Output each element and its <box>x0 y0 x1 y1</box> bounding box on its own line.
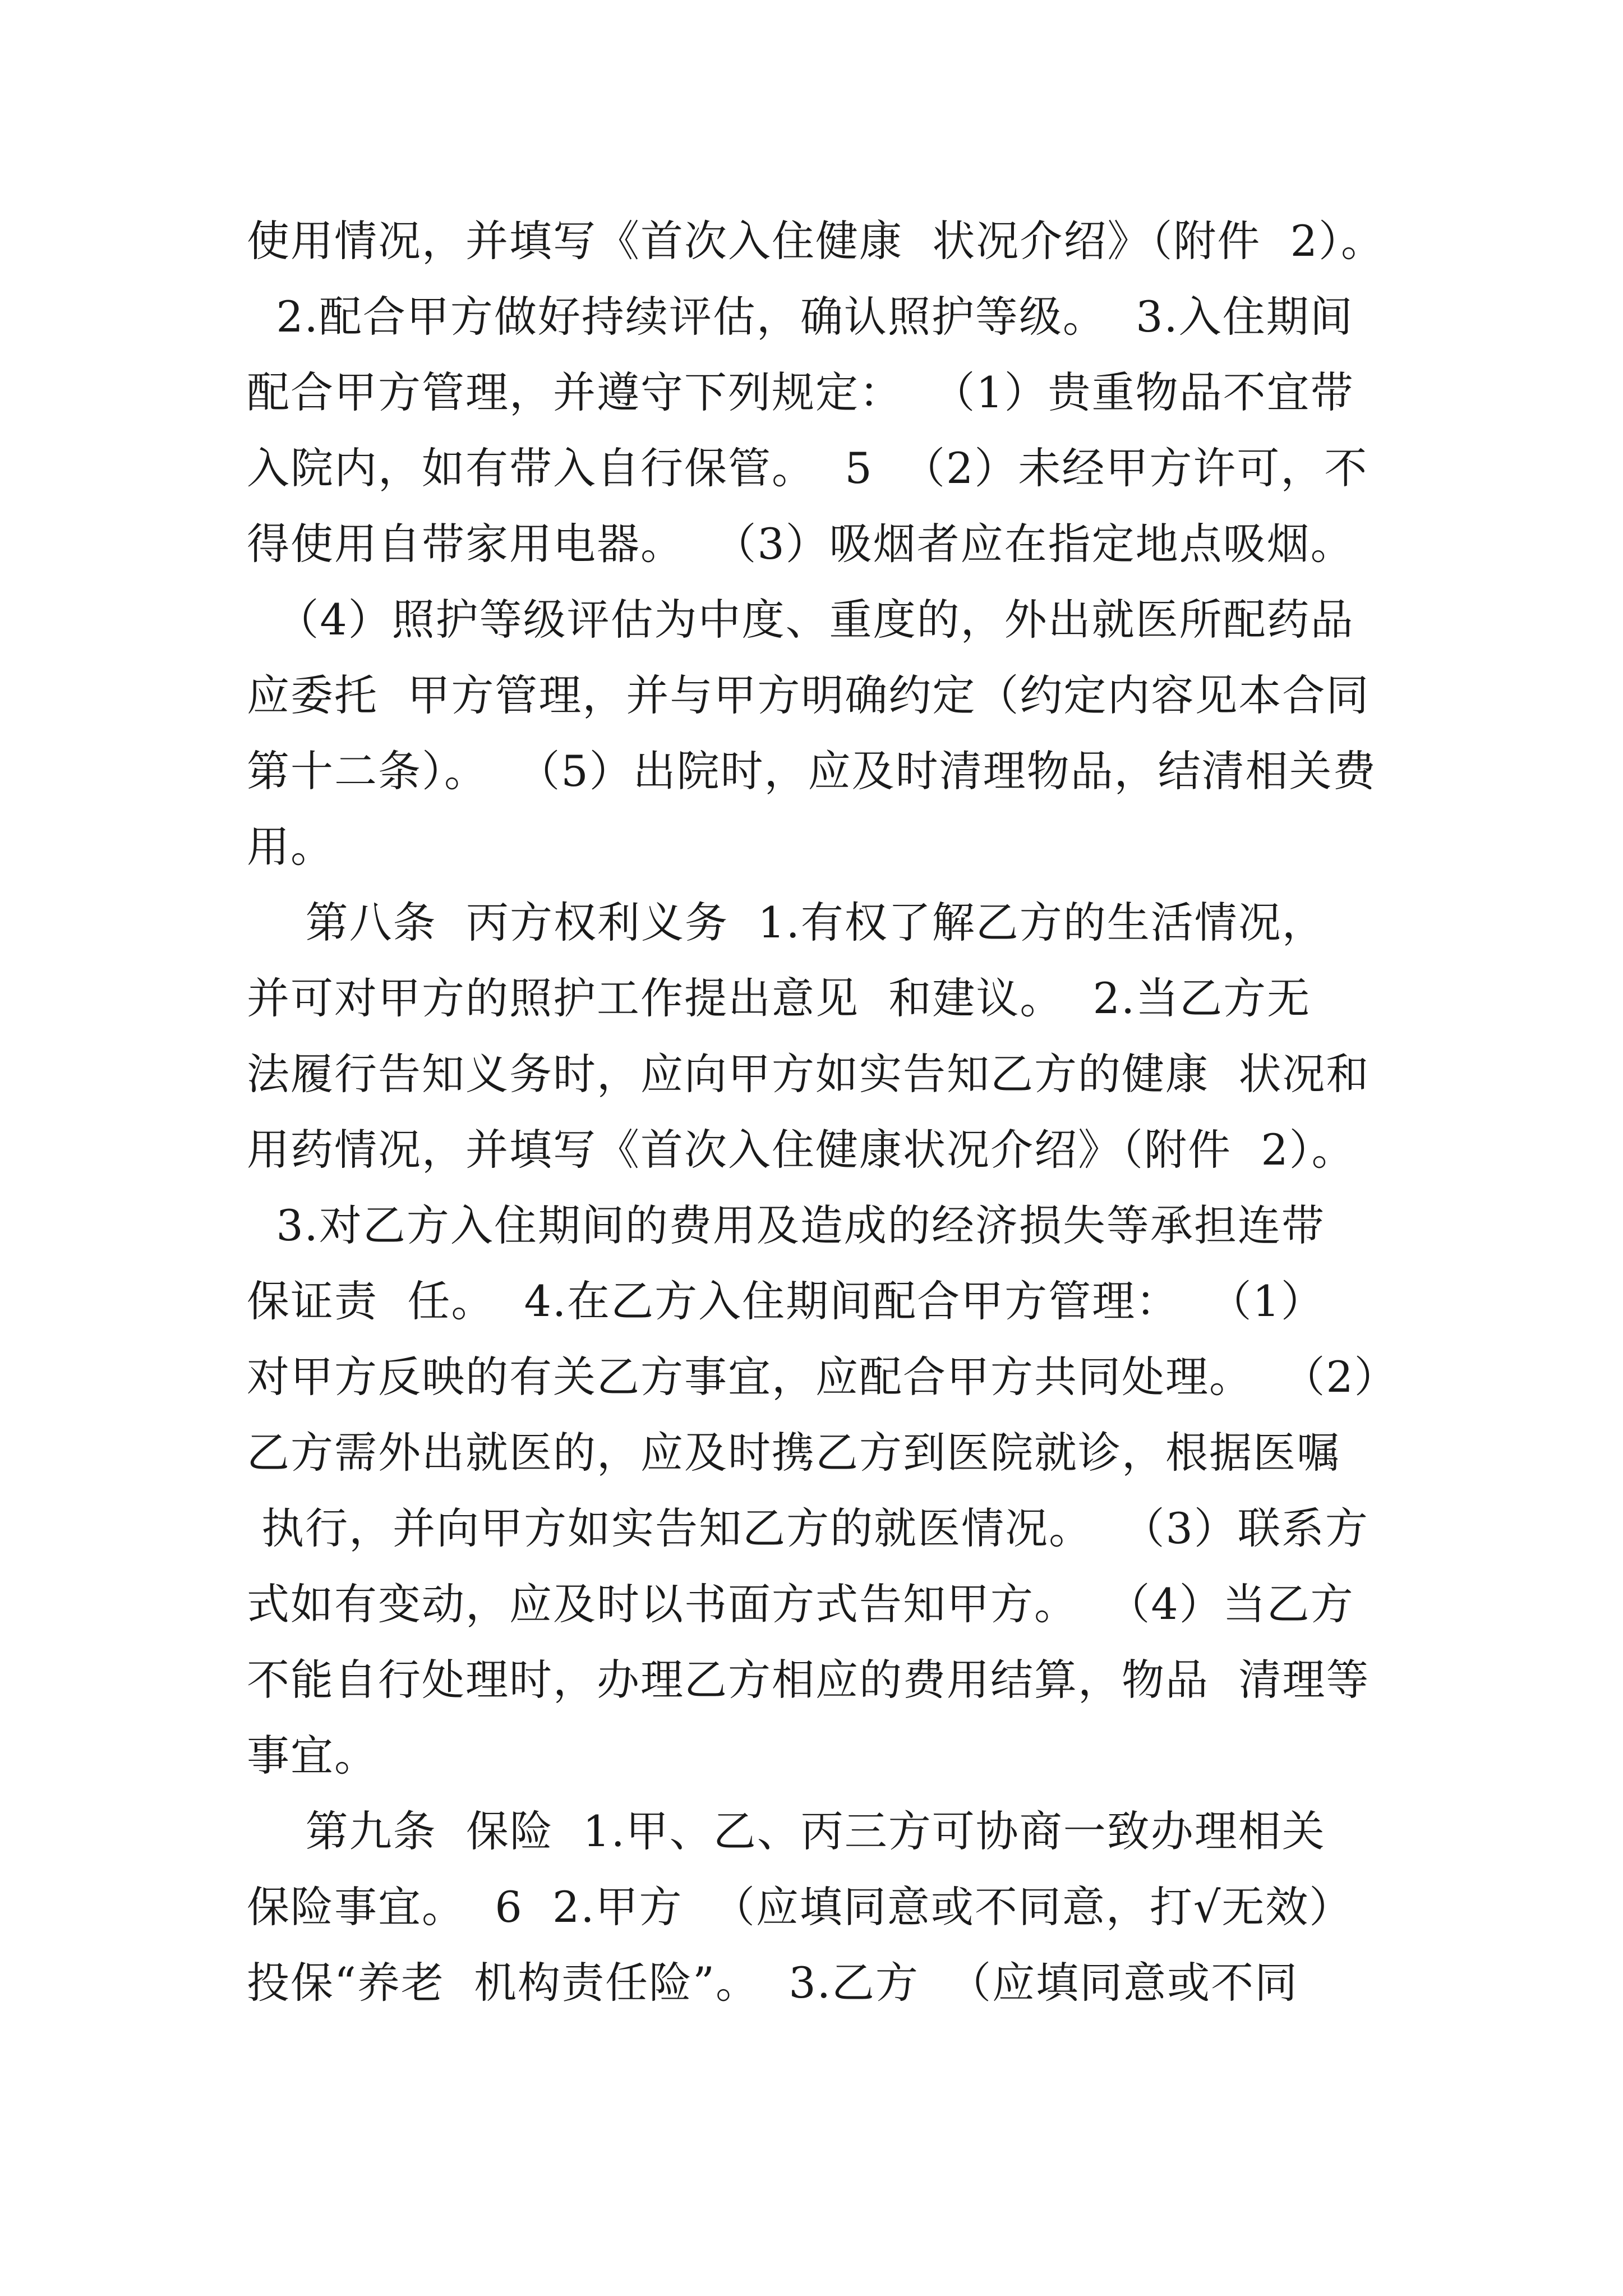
text-line-17: 乙方需外出就医的，应及时携乙方到医院就诊，根据医嘱 <box>247 1428 1340 1478</box>
text-line-2: 2.配合甲方做好持续评估，确认照护等级。 3.入住期间 <box>247 292 1354 342</box>
text-line-19: 式如有变动，应及时以书面方式告知甲方。 （4）当乙方 <box>247 1579 1354 1629</box>
text-line-22: 第九条 保险 1.甲、乙、丙三方可协商一致办理相关 <box>247 1806 1326 1856</box>
text-line-11: 并可对甲方的照护工作提出意见 和建议。 2.当乙方无 <box>247 973 1311 1023</box>
text-line-12: 法履行告知义务时，应向甲方如实告知乙方的健康 状况和 <box>247 1049 1370 1099</box>
text-line-10: 第八条 丙方权利义务 1.有权了解乙方的生活情况， <box>247 898 1326 947</box>
text-line-15: 保证责 任。 4.在乙方入住期间配合甲方管理： （1） <box>247 1276 1325 1326</box>
text-line-23: 保险事宜。 6 2.甲方 （应填同意或不同意，打√无效） <box>247 1882 1353 1932</box>
text-line-1: 使用情况，并填写《首次入住健康 状况介绍》（附件 2）。 <box>247 216 1385 266</box>
text-line-4: 入院内，如有带入自行保管。 5 （2）未经甲方许可，不 <box>247 443 1368 493</box>
text-line-20: 不能自行处理时，办理乙方相应的费用结算，物品 清理等 <box>247 1655 1370 1705</box>
text-line-5: 得使用自带家用电器。 （3）吸烟者应在指定地点吸烟。 <box>247 519 1354 569</box>
text-line-9: 用。 <box>247 822 334 872</box>
text-line-3: 配合甲方管理，并遵守下列规定： （1）贵重物品不宜带 <box>247 367 1354 417</box>
text-line-6: （4）照护等级评估为中度、重度的，外出就医所配药品 <box>247 595 1354 645</box>
text-line-13: 用药情况，并填写《首次入住健康状况介绍》（附件 2）。 <box>247 1125 1355 1175</box>
text-line-14: 3.对乙方入住期间的费用及造成的经济损失等承担连带 <box>247 1200 1325 1250</box>
text-line-8: 第十二条）。 （5）出院时，应及时清理物品，结清相关费 <box>247 746 1377 796</box>
text-line-7: 应委托 甲方管理，并与甲方明确约定（约定内容见本合同 <box>247 670 1370 720</box>
text-line-16: 对甲方反映的有关乙方事宜，应配合甲方共同处理。 （2） <box>247 1352 1398 1402</box>
text-line-24: 投保“养老 机构责任险”。 3.乙方 （应填同意或不同 <box>247 1958 1299 2008</box>
text-line-18: 执行，并向甲方如实告知乙方的就医情况。 （3）联系方 <box>247 1503 1369 1553</box>
text-line-21: 事宜。 <box>247 1731 378 1780</box>
